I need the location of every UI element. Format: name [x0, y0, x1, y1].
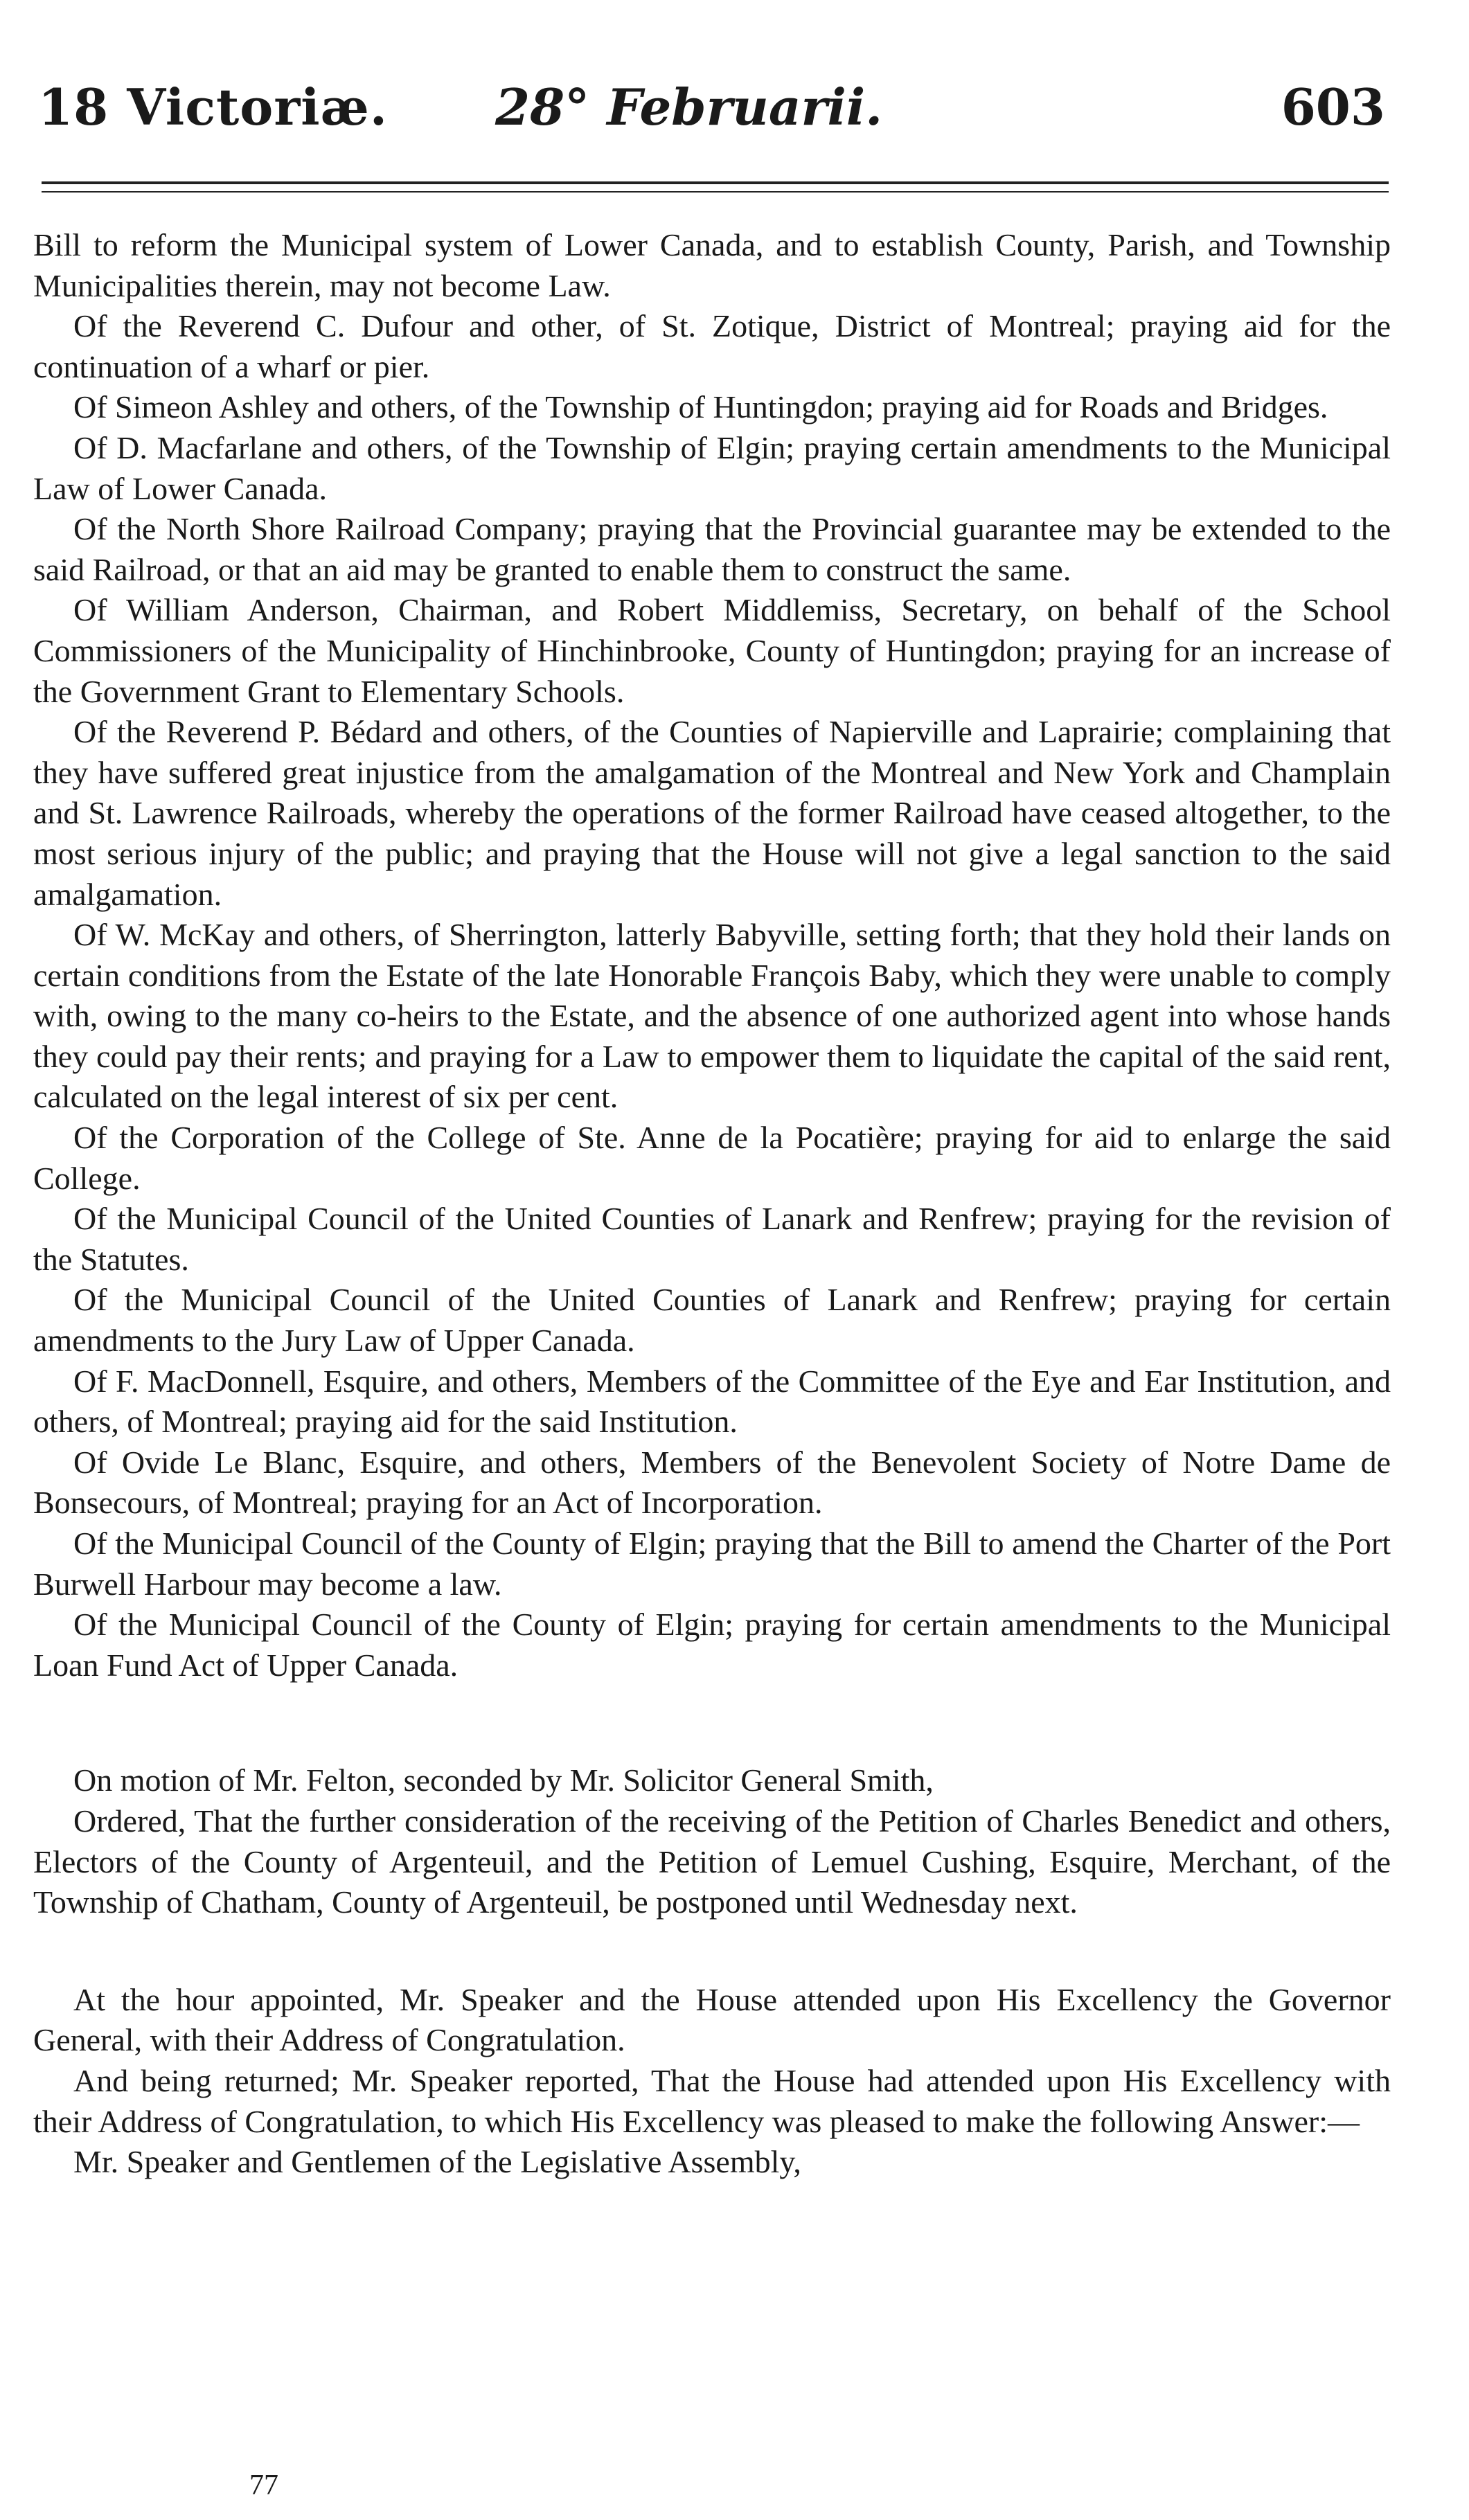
paragraph: Of William Anderson, Chairman, and Robert Middlemiss, Secretary, on behalf of the School Commissioners of the Municipality of Hinchinbrooke, County of Huntingdon; praying for an increase of the Government Grant to Elementary Schools.: [33, 592, 1391, 709]
paragraph: Of the North Shore Railroad Company; praying that the Provincial guarantee may be extended to the said Railroad, or that an aid may be granted to enable them to construct the same.: [33, 511, 1391, 587]
header-rule-thin: [42, 191, 1389, 193]
running-header: [38, 69, 1385, 145]
page-number: 603: [1281, 78, 1385, 136]
signature-mark: 77: [249, 2469, 278, 2501]
paragraph: Of Simeon Ashley and others, of the Township of Huntingdon; praying aid for Roads and Bridges.: [73, 389, 1328, 425]
paragraph: Bill to reform the Municipal system of Lower Canada, and to establish County, Parish, and Township Municipalities therein, may not become Law.: [33, 227, 1391, 303]
paragraph: Of the Reverend C. Dufour and other, of St. Zotique, District of Montreal; praying aid for the continuation of a wharf or pier.: [33, 308, 1391, 384]
header-date: 28° Februarii.: [495, 78, 883, 136]
closing-paragraph: At the hour appointed, Mr. Speaker and the House attended upon His Excellency the Governor General, with their Address of Congratulation.: [33, 1981, 1391, 2058]
paragraph: Of D. Macfarlane and others, of the Township of Elgin; praying certain amendments to the Municipal Law of Lower Canada.: [33, 429, 1391, 506]
paragraph: Of the Municipal Council of the County of Elgin; praying that the Bill to amend the Charter of the Port Burwell Harbour may become a law.: [33, 1526, 1391, 1602]
section-gap: [33, 1686, 1391, 1760]
paragraph: Of F. MacDonnell, Esquire, and others, Members of the Committee of the Eye and Ear Institution, and others, of Montreal; praying aid for the said Institution.: [33, 1363, 1391, 1440]
paragraph: Of Ovide Le Blanc, Esquire, and others, Members of the Benevolent Society of Notre Dame de Bonsecours, of Montreal; praying for an Act of Incorporation.: [33, 1444, 1391, 1521]
motion-paragraph: Ordered, That the further consideration of the receiving of the Petition of Charles Benedict and others, Electors of the County of Argenteuil, and the Petition of Lemuel Cushing, Esquire, Merchant, of the Township of Chatham, County of Argenteuil, be postponed until Wednesday next.: [33, 1803, 1391, 1920]
paragraph: Of the Corporation of the College of Ste. Anne de la Pocatière; praying for aid to enlarge the said College.: [33, 1120, 1391, 1196]
closing-paragraph: Mr. Speaker and Gentlemen of the Legislative Assembly,: [73, 2144, 801, 2180]
motion-paragraph: On motion of Mr. Felton, seconded by Mr. Solicitor General Smith,: [73, 1762, 934, 1798]
paragraph: Of the Municipal Council of the United Counties of Lanark and Renfrew; praying for certain amendments to the Jury Law of Upper Canada.: [33, 1282, 1391, 1359]
paragraph: Of the Municipal Council of the United Counties of Lanark and Renfrew; praying for the revision of the Statutes.: [33, 1201, 1391, 1277]
header-regnal-year: 18 Victoriæ.: [38, 78, 388, 136]
paragraph: Of W. McKay and others, of Sherrington, latterly Babyville, setting forth; that they hold their lands on certain conditions from the Estate of the late Honorable François Baby, which they were unable to comply with, owing to the many co-heirs to the Estate, and the absence of one authorized agent into whose hands they could pay their rents; and praying for a Law to empower them to liquidate the capital of the said rent, calculated on the legal interest of six per cent.: [33, 917, 1391, 1115]
section-gap: [33, 1923, 1391, 1980]
header-rule: [42, 181, 1389, 184]
paragraph: Of the Municipal Council of the County of Elgin; praying for certain amendments to the Municipal Loan Fund Act of Upper Canada.: [33, 1607, 1391, 1683]
document-body: [33, 225, 1391, 2183]
closing-paragraph: And being returned; Mr. Speaker reported, That the House had attended upon His Excellency with their Address of Congratulation, to which His Excellency was pleased to make the following Answer:—: [33, 2062, 1391, 2139]
paragraph: Of the Reverend P. Bédard and others, of the Counties of Napierville and Laprairie; complaining that they have suffered great injustice from the amalgamation of the Montreal and New York and Champlain and St. Lawrence Railroads, whereby the operations of the former Railroad have ceased altogether, to the most serious injury of the public; and praying that the House will not give a legal sanction to the said amalgamation.: [33, 714, 1391, 912]
